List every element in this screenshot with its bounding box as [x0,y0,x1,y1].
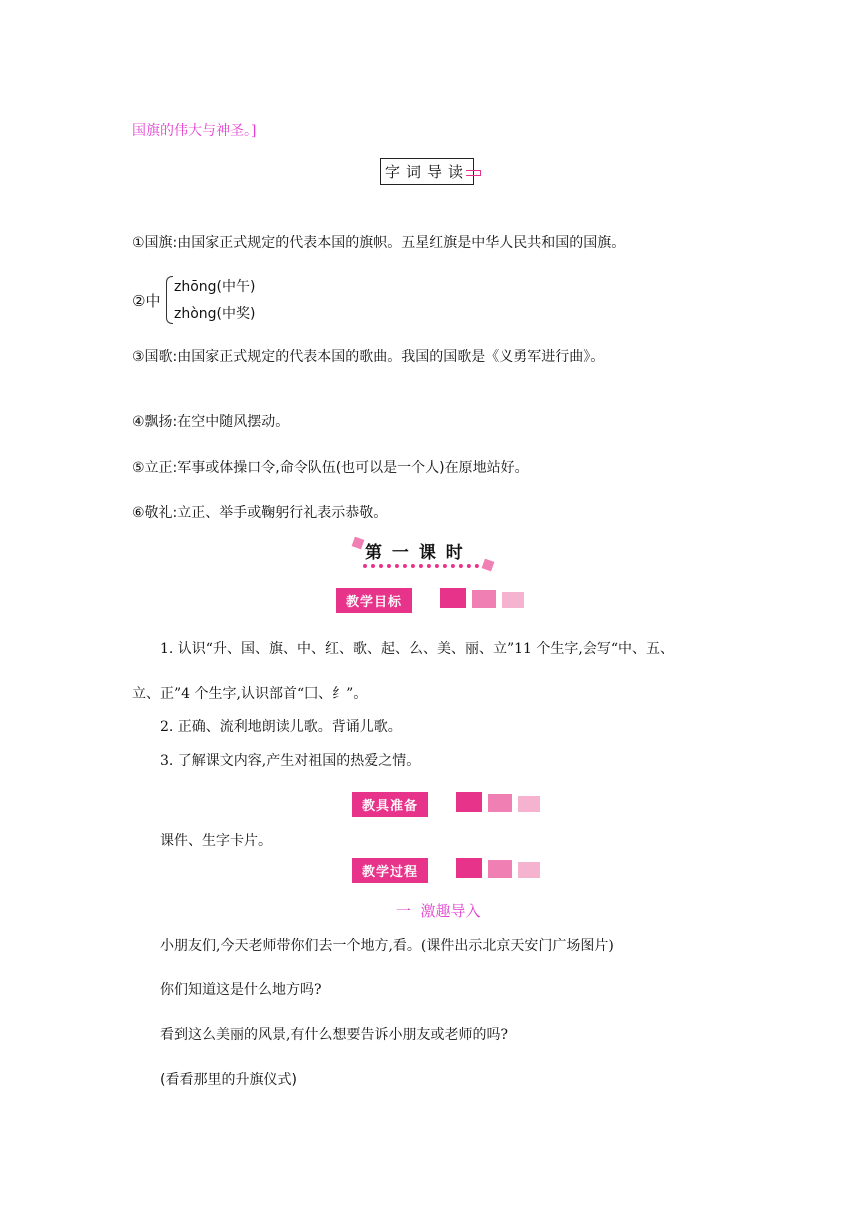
tools-badge: 教具准备 [352,792,428,817]
brace-icon [166,276,173,324]
process-p4: (看看那里的升旗仪式) [160,1072,297,1088]
lesson-title: 第 一 课 时 [365,543,465,563]
top-note: 国旗的伟大与神圣。] [132,123,257,139]
process-p1: 小朋友们,今天老师带你们去一个地方,看。(课件出示北京天安门广场图片) [160,938,614,954]
process-badge-group [352,858,428,883]
vocab-item-2-prefix: ②中 [132,292,161,310]
vocab-item-1: ①国旗:由国家正式规定的代表本国的旗帜。五星红旗是中华人民共和国的国旗。 [132,235,626,251]
process-square-1 [456,858,482,878]
tools-text: 课件、生字卡片。 [160,833,272,849]
process-p3: 看到这么美丽的风景,有什么想要告诉小朋友或老师的吗? [160,1027,508,1043]
goals-square-3 [502,592,524,608]
banner-deco-left-icon [352,537,365,550]
goals-square-1 [440,588,466,608]
banner-dotted-line [363,564,479,568]
process-p2: 你们知道这是什么地方吗? [160,982,322,998]
vocab-item-4: ④飘扬:在空中随风摆动。 [132,414,290,430]
pinyin-zhong-1: zhōng(中午) [174,279,256,295]
vocab-item-5: ⑤立正:军事或体操口令,命令队伍(也可以是一个人)在原地站好。 [132,460,529,476]
tools-square-1 [456,792,482,812]
process-square-2 [488,860,512,878]
goals-badge: 教学目标 [336,588,412,613]
section-title: 一 激趣导入 [396,902,481,920]
tools-badge-group [352,792,428,817]
process-badge: 教学过程 [352,858,428,883]
goal-1-line-1: 1. 认识“升、国、旗、中、红、歌、起、么、美、丽、立”11 个生字,会写“中、五、 [160,641,674,657]
vocab-item-6: ⑥敬礼:立正、举手或鞠躬行礼表示恭敬。 [132,505,388,521]
goals-square-2 [472,590,496,608]
goal-2: 2. 正确、流利地朗读儿歌。背诵儿歌。 [160,719,402,735]
vocab-item-3: ③国歌:由国家正式规定的代表本国的歌曲。我国的国歌是《义勇军进行曲》。 [132,349,605,365]
lesson-title-banner [347,534,497,578]
goal-1-line-2: 立、正”4 个生字,认识部首“囗、纟”。 [132,686,368,702]
tools-square-2 [488,794,512,812]
banner-deco-right-icon [482,559,495,572]
pinyin-zhong-4: zhòng(中奖) [174,306,256,322]
goals-badge-group [336,588,412,613]
vocab-header: 字词导读 [380,158,474,185]
tools-square-3 [518,796,540,812]
goal-3: 3. 了解课文内容,产生对祖国的热爱之情。 [160,753,421,769]
process-square-3 [518,862,540,878]
header-arrow-icon [466,170,481,176]
